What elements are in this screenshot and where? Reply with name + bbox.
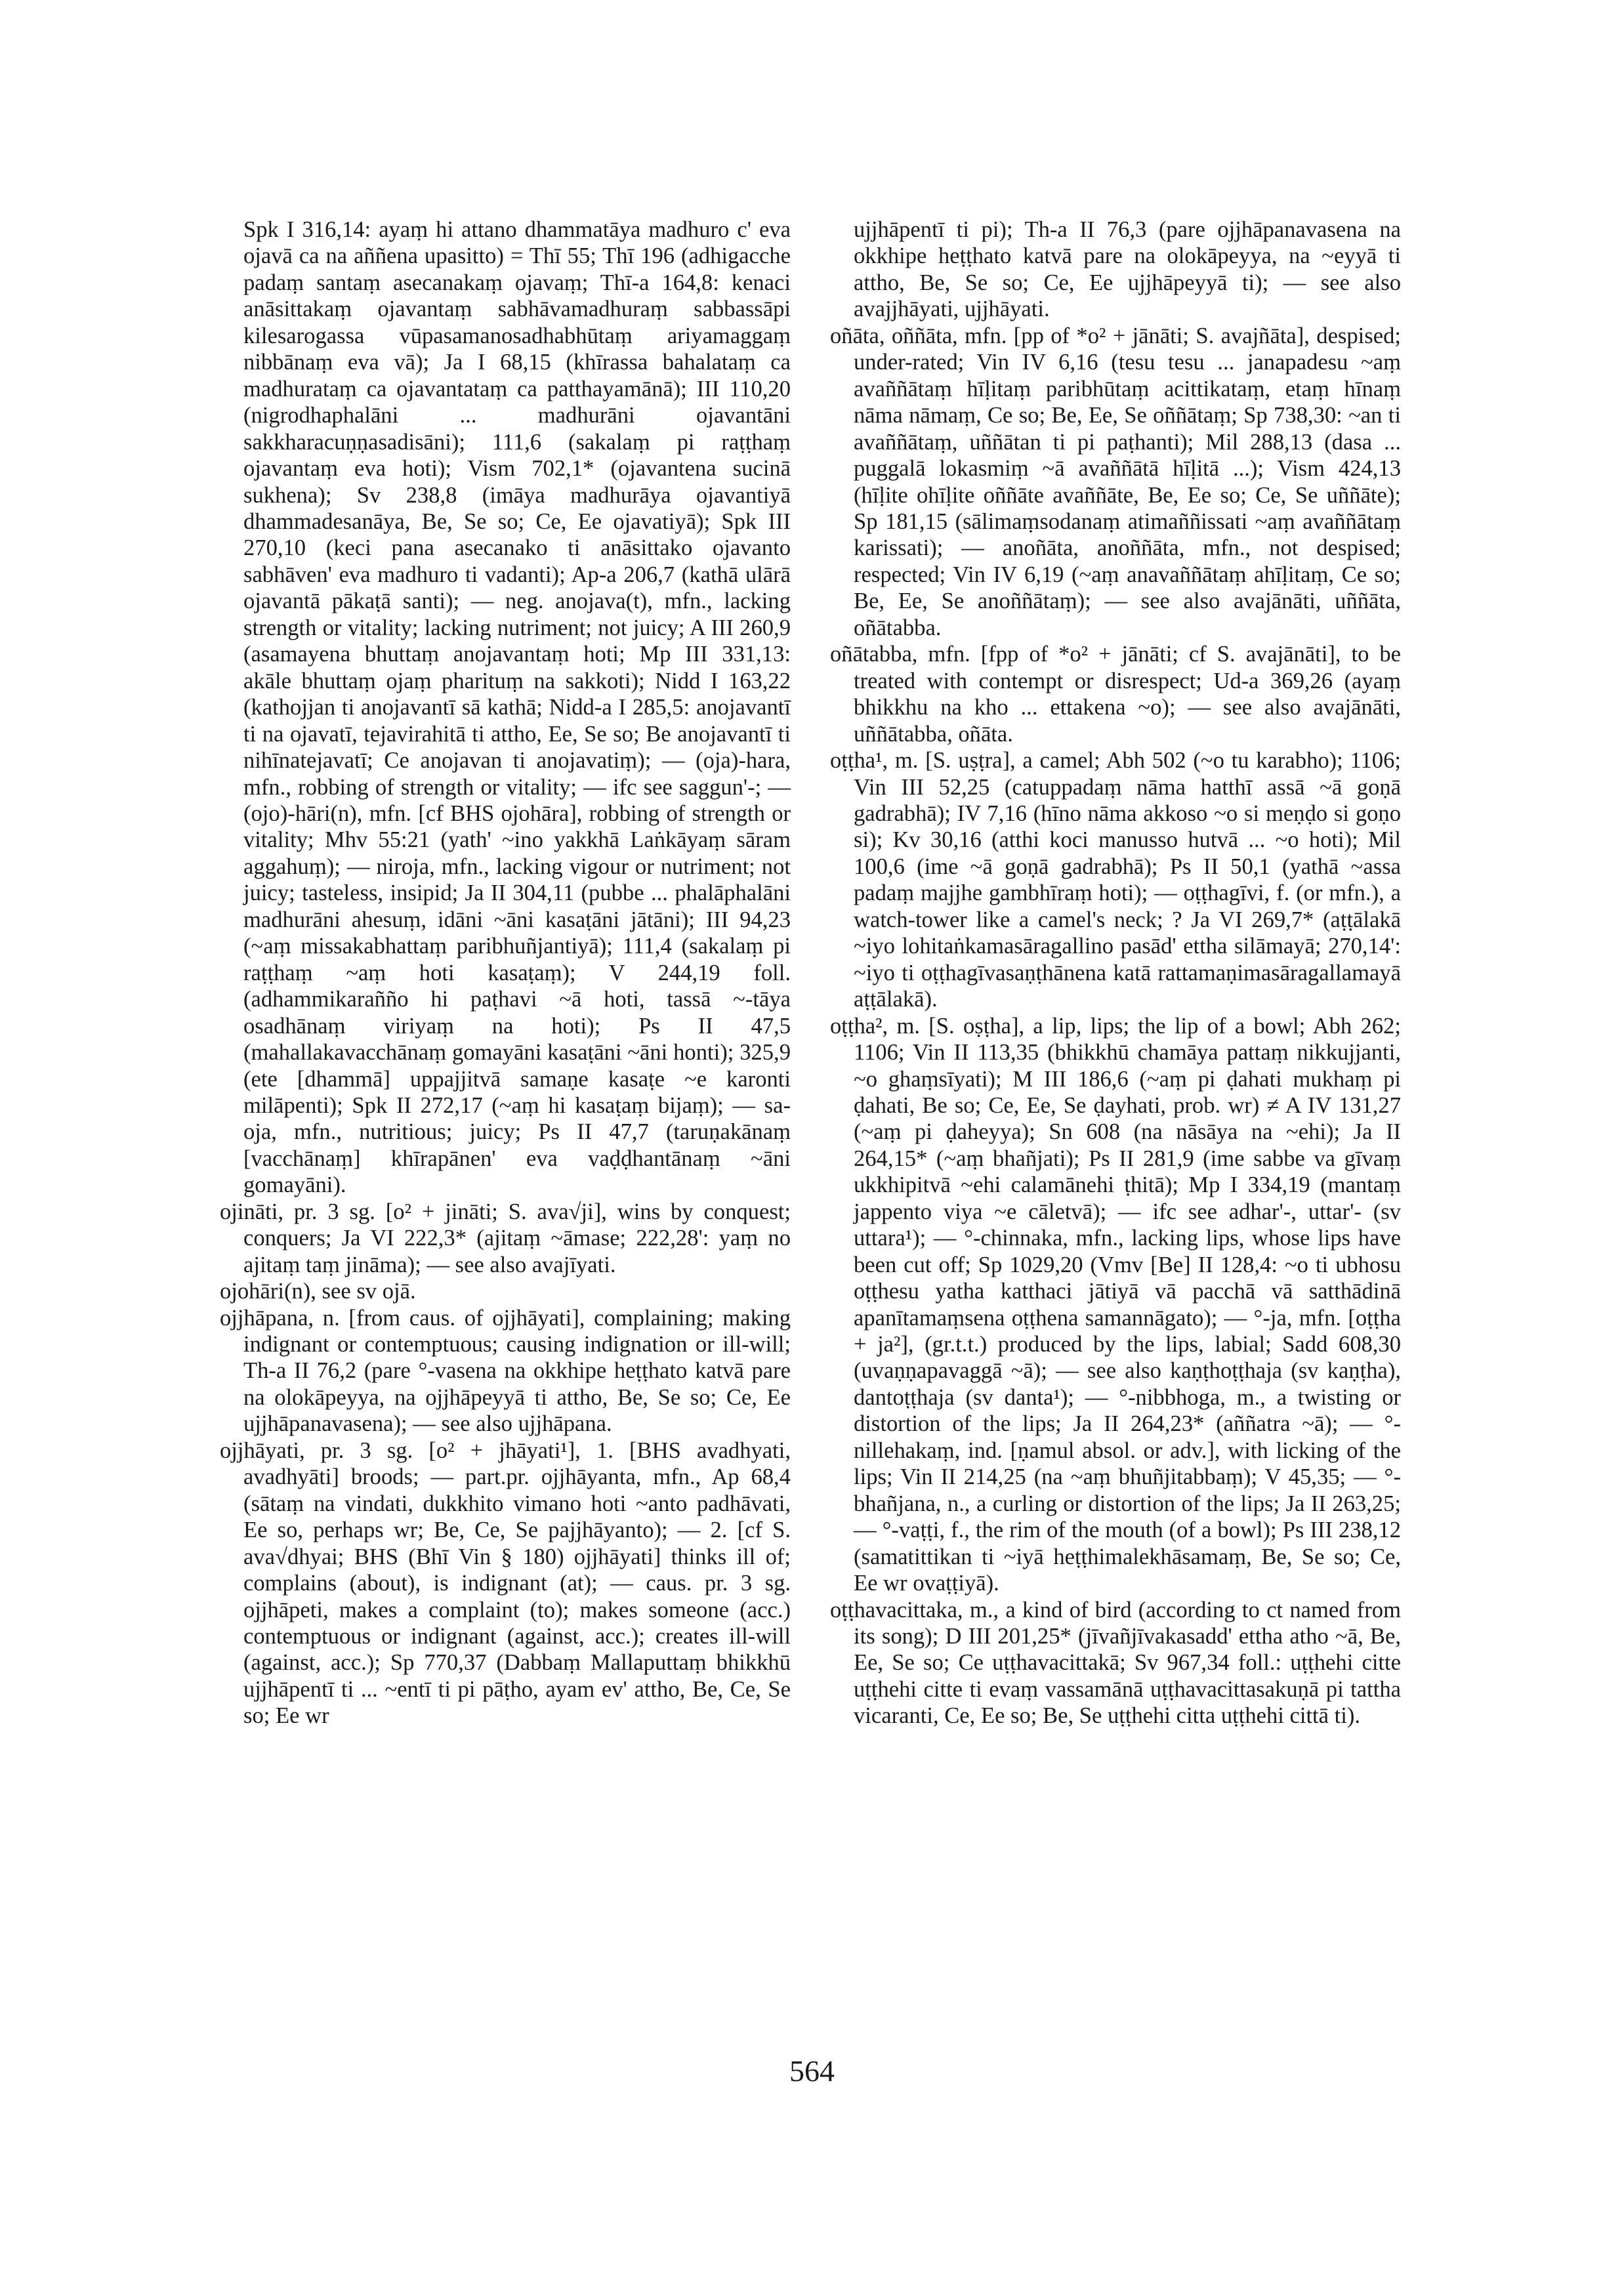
entry-otthavacittaka: oṭṭhavacittaka, m., a kind of bird (according to ct named from its song); D III 201,25* (jīvañjīvakasadd' ettha atho ~ā, Be, Ee, Se so; Ce uṭṭhavacittakā; Sv 967,34 foll.: uṭṭhehi citte uṭṭhehi citte ti evaṃ vassamānā uṭṭhavacittasakuṇā pi tattha vicaranti, Ce, Ee so; Be, Se uṭṭhehi citta uṭṭhehi cittā ti). (830, 1597, 1401, 1729)
entry-continuation-ojjhayati: ujjhāpentī ti pi); Th-a II 76,3 (pare ojjhāpanavasena na okkhipe heṭṭhato katvā pare na olokāpeyya, na ~eyyā ti attho, Be, Se so; Ce, Ee ujjhāpeyyā ti); — see also avajjhāyati, ujjhāyati. (854, 217, 1401, 322)
page-number: 564 (789, 2054, 835, 2088)
entry-onatabba: oñātabba, mfn. [fpp of *o² + jānāti; cf S. avajānāti], to be treated with contempt or disrespect; Ud-a 369,26 (ayaṃ bhikkhu na kho ... ettakena ~o); — see also avajānāti, uññātabba, oñāta. (830, 642, 1401, 747)
entry-onata: oñāta, oññāta, mfn. [pp of *o² + jānāti; S. avajñāta], despised; under-rated; Vin IV 6,16 (tesu tesu ... janapadesu ~aṃ avaññātaṃ hīḷitaṃ paribhūtaṃ acittikataṃ, etaṃ hīnaṃ nāma nāmaṃ, Ce so; Be, Ee, Se oññātaṃ; Sp 738,30: ~an ti avaññātaṃ, uññātan ti pi paṭhanti); Mil 288,13 (dasa ... puggalā lokasmiṃ ~ā avaññātā hīḷitā ...); Vism 424,13 (hīḷite ohīḷite oññāte avaññāte, Be, Ee so; Ce, Se uññāte); Sp 181,15 (sālimaṃsodanaṃ atimaññissati ~aṃ avaññātaṃ karissati); — anoñāta, anoññāta, mfn., not despised; respected; Vin IV 6,19 (~aṃ anavaññātaṃ ahīḷitaṃ, Ce so; Be, Ee, Se anoññātaṃ); — see also avajānāti, uññāta, oñātabba. (830, 323, 1401, 640)
entry-ojjhapana: ojjhāpana, n. [from caus. of ojjhāyati], complaining; making indignant or contemptuous; causing indignation or ill-will; Th-a II 76,2 (pare °-vasena na okkhipe heṭṭhato katvā pare na olokāpeyya, na ojjhāpeyyā ti attho, Be, Se so; Ce, Ee ujjhāpanavasena); — see also ujjhāpana. (220, 1305, 791, 1437)
entry-ottha-2: oṭṭha², m. [S. oṣṭha], a lip, lips; the lip of a bowl; Abh 262; 1106; Vin II 113,35 (bhikkhū chamāya pattaṃ nikkujjanti, ~o ghaṃsīyati); M III 186,6 (~aṃ pi ḍahati mukhaṃ pi ḍahati, Be so; Ce, Ee, Se ḍayhati, prob. wr) ≠ A IV 131,27 (~aṃ pi ḍaheyya); Sn 608 (na nāsāya na ~ehi); Ja II 264,15* (~aṃ bhañjati); Ps II 281,9 (ime sabbe va gīvaṃ ukkhipitvā ~ehi calamānehi ṭhitā); Mp I 334,19 (mantaṃ jappento viya ~e cāletvā); — ifc see adhar'-, uttar'- (sv uttara¹); — °-chinnaka, mfn., lacking lips, whose lips have been cut off; Sp 1029,20 (Vmv [Be] II 128,4: ~o ti ubhosu oṭṭhesu yatha katthaci jātiyā vā pacchā vā satthādinā apanītamaṃsena oṭṭhena samannāgato); — °-ja, mfn. [oṭṭha + ja²], (gr.t.t.) produced by the lips, labial; Sadd 608,30 (uvaṇṇapavaggā ~ā); — see also kaṇṭhoṭṭhaja (sv kaṇṭha), dantoṭṭhaja (sv danta¹); — °-nibbhoga, m., a twisting or distortion of the lips; Ja II 264,23* (aññatra ~ā); — °-nillehakaṃ, ind. [ṇamul absol. or adv.], with licking of the lips; Vin II 214,25 (na ~aṃ bhuñjitabbaṃ); V 45,35; — °-bhañjana, n., a curling or distortion of the lips; Ja II 263,25; — °-vaṭṭi, f., the rim of the mouth (of a bowl); Ps III 238,12 (samatittikan ti ~iyā heṭṭhimalekhāsamaṃ, Be, Se so; Ce, Ee wr ovaṭṭiyā). (830, 1013, 1401, 1596)
right-column (830, 217, 1401, 1729)
left-column (220, 217, 791, 1729)
entry-ojinati: ojināti, pr. 3 sg. [o² + jināti; S. ava√ji], wins by conquest; conquers; Ja VI 222,3* (ajitaṃ ~āmase; 222,28': yaṃ no ajitaṃ taṃ jināma); — see also avajīyati. (220, 1199, 791, 1277)
entry-ojjhayati: ojjhāyati, pr. 3 sg. [o² + jhāyati¹], 1. [BHS avadhyati, avadhyāti] broods; — part.pr. ojjhāyanta, mfn., Ap 68,4 (sātaṃ na vindati, dukkhito vimano hoti ~anto padhāvati, Ee so, perhaps wr; Be, Ce, Se pajjhāyanto); — 2. [cf S. ava√dhyai; BHS (Bhī Vin § 180) ojjhāyati] thinks ill of; complains (about), is indignant (at); — caus. pr. 3 sg. ojjhāpeti, makes a complaint (to); makes someone (acc.) contemptuous or indignant (against, acc.); creates ill-will (against, acc.); Sp 770,37 (Dabbaṃ Mallaputtaṃ bhikkhū ujjhāpentī ti ... ~entī ti pi pāṭho, ayam ev' attho, Be, Ce, Se so; Ee wr (220, 1437, 791, 1729)
entry-ojohari: ojohāri(n), see sv ojā. (220, 1279, 416, 1304)
entry-ottha-1: oṭṭha¹, m. [S. uṣṭra], a camel; Abh 502 (~o tu karabho); 1106; Vin III 52,25 (catuppadaṃ nāma hatthī assā ~ā goṇā gadrabhā); IV 7,16 (hīno nāma akkoso ~o si meṇḍo si goṇo si); Kv 30,16 (atthi koci manusso hutvā ... ~o hoti); Mil 100,6 (ime ~ā goṇā gadrabhā); Ps II 50,1 (yathā ~assa padaṃ majjhe gambhīraṃ hoti); — oṭṭhagīvi, f. (or mfn.), a watch-tower like a camel's neck; ? Ja VI 269,7* (aṭṭālakā ~iyo lohitaṅkamasāragallino pasād' ettha silāmayā; 270,14': ~iyo ti oṭṭhagīvasaṇṭhānena katā rattamaṇimasāragallamayā aṭṭālakā). (830, 748, 1401, 1012)
entry-continuation-ojava: Spk I 316,14: ayaṃ hi attano dhammatāya madhuro c' eva ojavā ca na aññena upasitto) = Thī 55; Thī 196 (adhigacche padaṃ santaṃ asecanakaṃ ojavaṃ; Thī-a 164,8: kenaci anāsittakaṃ ojavantaṃ sabhāvamadhuraṃ sabbassāpi kilesarogassa vūpasamanosadhabhūtaṃ ariyamaggaṃ nibbānaṃ eva vā); Ja I 68,15 (khīrassa bahalataṃ ca madhurataṃ ca ojavantataṃ ca patthayamānā); III 110,20 (nigrodhaphalāni ... madhurāni ojavantāni sakkharacuṇṇasadisāni); 111,6 (sakalaṃ pi raṭṭhaṃ ojavantaṃ eva hoti); Vism 702,1* (ojavantena sucinā sukhena); Sv 238,8 (imāya madhurāya ojavantiyā dhammadesanāya, Be, Se so; Ce, Ee ojavatiyā); Spk III 270,10 (keci pana asecanako ti anāsittako ojavanto sabhāven' eva madhuro ti vadanti); Ap-a 206,7 (kathā ulārā ojavantā pākaṭā santi); — neg. anojava(t), mfn., lacking strength or vitality; lacking nutriment; not juicy; A III 260,9 (asamayena bhuttaṃ anojavantaṃ hoti; Mp III 331,13: akāle bhuttaṃ ojaṃ pharituṃ na sakkoti); Nidd I 163,22 (kathojjan ti anojavantī sā kathā; Nidd-a I 285,5: anojavantī ti na ojavatī, tejavirahitā ti attho, Ee, Se so; Be anojavantī ti nihīnatejavatī; Ce anojavan ti anojavatiṃ); — (oja)-hara, mfn., robbing of strength or vitality; — ifc see saggun'-; — (ojo)-hāri(n), mfn. [cf BHS ojohāra], robbing of strength or vitality; Mhv 55:21 (yath' ~ino yakkhā Laṅkāyaṃ sāram aggahuṃ); — niroja, mfn., lacking vigour or nutriment; not juicy; tasteless, insipid; Ja II 304,11 (pubbe ... phalāphalāni madhurāni ahesuṃ, idāni ~āni kasaṭāni jātāni); III 94,23 (~aṃ missakabhattaṃ paribhuñjantiyā); 111,4 (sakalaṃ pi raṭṭhaṃ ~aṃ hoti kasaṭaṃ); V 244,19 foll. (adhammikarañño hi paṭhavi ~ā hoti, tassā ~-tāya osadhānaṃ viriyaṃ na hoti); Ps II 47,5 (mahallakavacchānaṃ gomayāni kasaṭāni ~āni honti); 325,9 (ete [dhammā] uppajjitvā samaṇe kasaṭe ~e karonti milāpenti); Spk II 272,17 (~aṃ hi kasaṭaṃ bijaṃ); — sa-oja, mfn., nutritious; juicy; Ps II 47,7 (taruṇakānaṃ [vacchānaṃ] khīrapānen' eva vaḍḍhantānaṃ ~āni gomayāni). (243, 217, 791, 1198)
